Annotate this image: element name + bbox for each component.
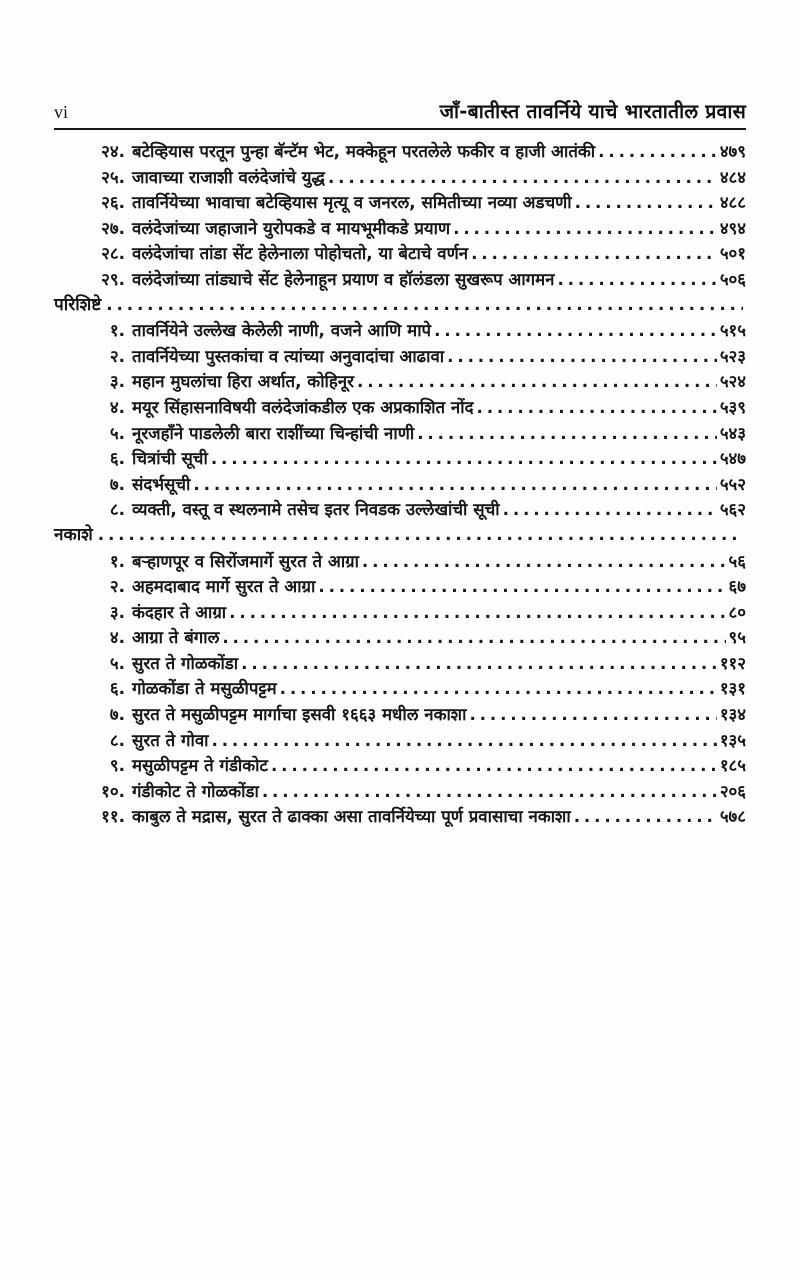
toc-entry bbox=[54, 267, 746, 293]
toc-entry-title: वलंदेजांच्या तांड्याचे सेंट हेलेनाहून प्रयाण व हॉलंडला सुखरूप आगमन bbox=[132, 268, 555, 289]
toc-entry-title: सुरत ते गोळकोंडा bbox=[132, 652, 239, 673]
dot-leader bbox=[447, 346, 717, 366]
dot-leader bbox=[222, 627, 725, 647]
dot-leader bbox=[417, 423, 717, 443]
toc-entry-page: ९५ bbox=[728, 627, 746, 648]
toc-section-heading: नकाशे bbox=[54, 524, 93, 545]
dot-leader bbox=[229, 602, 725, 622]
toc-entry-number: १. bbox=[109, 550, 125, 571]
toc-entry-title: मसुळीपट्टम ते गंडीकोट bbox=[132, 755, 268, 776]
toc-entry-title: महान मुघलांचा हिरा अर्थात, कोहिनूर bbox=[132, 371, 354, 392]
toc-entry-title: तावर्नियेच्या भावाचा बटेव्हियास मृत्यू व जनरल, समितीच्या नव्या अडचणी bbox=[132, 192, 572, 213]
toc-entry-title: कंदहार ते आग्रा bbox=[132, 601, 227, 622]
dot-leader bbox=[106, 294, 743, 314]
toc-entry-number: २४. bbox=[101, 141, 125, 161]
toc-entry-page: ५०६ bbox=[719, 268, 746, 289]
dot-leader bbox=[98, 524, 743, 544]
toc-entry bbox=[54, 139, 746, 165]
toc-entry bbox=[54, 574, 746, 600]
dot-leader bbox=[434, 320, 717, 340]
dot-leader bbox=[453, 218, 717, 238]
toc-entry-number: ५. bbox=[109, 422, 125, 443]
dot-leader bbox=[503, 499, 717, 519]
dot-leader bbox=[469, 704, 716, 724]
toc-section-heading: परिशिष्टे bbox=[54, 294, 102, 315]
toc-entry-page: ५७८ bbox=[719, 806, 746, 827]
toc-entry bbox=[54, 446, 746, 472]
toc-entry bbox=[54, 344, 746, 370]
toc-entry bbox=[54, 600, 746, 626]
toc-entry-page: ५३९ bbox=[719, 396, 746, 417]
toc-entry-number: २८. bbox=[101, 243, 125, 264]
dot-leader bbox=[575, 192, 717, 212]
page-folio: vi bbox=[54, 102, 69, 122]
toc-entry-page: ५६ bbox=[728, 550, 746, 571]
toc-entry bbox=[54, 318, 746, 344]
toc-entry-title: सुरत ते गोवा bbox=[132, 729, 209, 750]
toc-entry bbox=[54, 779, 746, 805]
toc-entry-page: ५१५ bbox=[719, 320, 746, 341]
toc-entry-number: ७. bbox=[109, 704, 125, 725]
dot-leader bbox=[241, 653, 717, 673]
toc-entry bbox=[54, 651, 746, 677]
toc-entry bbox=[54, 702, 746, 728]
toc-entry-page: ४८८ bbox=[719, 192, 746, 213]
running-title: जाँ-बातीस्त तावर्निये याचे भारतातील प्रवास bbox=[439, 100, 746, 123]
dot-leader bbox=[280, 678, 717, 698]
toc-entry bbox=[54, 549, 746, 575]
toc-entry-page: ५०१ bbox=[719, 243, 746, 264]
toc-entry-number: ९. bbox=[109, 755, 125, 776]
toc-entry bbox=[54, 472, 746, 498]
toc-entry-number: ७. bbox=[109, 473, 125, 494]
dot-leader bbox=[477, 397, 717, 417]
toc-entry bbox=[54, 625, 746, 651]
toc-entry-title: आग्रा ते बंगाल bbox=[132, 627, 220, 648]
toc-entry-page: ५६२ bbox=[719, 499, 746, 520]
dot-leader bbox=[193, 474, 716, 494]
toc-entry-title: बऱ्हाणपूर व सिरोंजमार्गे सुरत ते आग्रा bbox=[132, 550, 359, 571]
toc-entry-page: ५५२ bbox=[719, 473, 746, 494]
toc-entry-title: सुरत ते मसुळीपट्टम मार्गाचा इसवी १६६३ मधील नकाशा bbox=[132, 704, 467, 725]
toc-entry bbox=[54, 395, 746, 421]
toc-entry bbox=[54, 165, 746, 191]
toc-entry-title: अहमदाबाद मार्गे सुरत ते आग्रा bbox=[132, 576, 316, 597]
toc-entry-number: ३. bbox=[109, 371, 125, 392]
dot-leader bbox=[357, 371, 717, 391]
toc-entry-page: १३५ bbox=[719, 729, 746, 750]
toc-section-heading-row bbox=[54, 293, 746, 319]
toc-entry-page: ५२४ bbox=[719, 371, 746, 392]
toc-entry-number: ६. bbox=[109, 678, 125, 699]
toc-entry-page: ४८४ bbox=[719, 166, 746, 187]
toc-entry-number: २६. bbox=[101, 192, 125, 213]
toc-entry bbox=[54, 241, 746, 267]
toc-entry-page: १३४ bbox=[719, 704, 746, 725]
toc-entry-number: ४. bbox=[109, 396, 125, 417]
dot-leader bbox=[271, 755, 717, 775]
toc-entry-title: तावर्नियेच्या पुस्तकांचा व त्यांच्या अनुवादांचा आढावा bbox=[132, 345, 445, 366]
toc-entry bbox=[54, 421, 746, 447]
toc-entry-number: ८. bbox=[109, 499, 125, 520]
toc-entry-number: ३. bbox=[109, 601, 125, 622]
toc-entry-number: ५. bbox=[109, 652, 125, 673]
toc-entry-number: २. bbox=[109, 345, 125, 366]
toc-entry-page: ४९४ bbox=[719, 217, 746, 238]
toc-entry-page: १८५ bbox=[719, 755, 746, 776]
toc-entry-page: ११२ bbox=[719, 652, 746, 673]
toc-entry-title: बटेव्हियास परतून पुन्हा बॅन्टॅम भेट, मक्केहून परतलेले फकीर व हाजी आतंकी bbox=[132, 141, 596, 161]
toc-entry-page: ५२३ bbox=[719, 345, 746, 366]
dot-leader bbox=[471, 243, 717, 263]
toc-entry bbox=[54, 497, 746, 523]
toc-section-heading-row bbox=[54, 523, 746, 549]
toc-entry-number: २५. bbox=[101, 166, 125, 187]
toc-entry-page: ४७९ bbox=[719, 141, 746, 161]
toc-entry-number: २७. bbox=[101, 217, 125, 238]
dot-leader bbox=[598, 141, 717, 161]
toc-entry-number: १०. bbox=[101, 780, 125, 801]
toc-entry-title: मयूर सिंहासनाविषयी वलंदेजांकडील एक अप्रकाशित नोंद bbox=[132, 396, 474, 417]
toc-entry-title: तावर्नियेने उल्लेख केलेली नाणी, वजने आणि मापे bbox=[132, 320, 432, 341]
toc-entry bbox=[54, 190, 746, 216]
toc-entry-page: ८० bbox=[728, 601, 746, 622]
toc-entry bbox=[54, 728, 746, 754]
toc-entry-page: १३१ bbox=[719, 678, 746, 699]
dot-leader bbox=[212, 730, 717, 750]
toc-entry bbox=[54, 676, 746, 702]
toc-entry-number: २९. bbox=[101, 268, 125, 289]
toc-entry-title: नूरजहाँने पाडलेली बारा राशींच्या चिन्हांची नाणी bbox=[132, 422, 415, 443]
toc-entry-title: गंडीकोट ते गोळकोंडा bbox=[132, 780, 259, 801]
toc-entry-title: जावाच्या राजाशी वलंदेजांचे युद्ध bbox=[132, 166, 325, 187]
toc-entry-number: ४. bbox=[109, 627, 125, 648]
running-header bbox=[54, 0, 746, 124]
toc-entry-page: ५४७ bbox=[719, 448, 746, 469]
toc-entry bbox=[54, 369, 746, 395]
toc-entry-page: ६७ bbox=[728, 576, 746, 597]
dot-leader bbox=[328, 167, 717, 187]
toc-entry bbox=[54, 216, 746, 242]
toc-entry-page: ५४३ bbox=[719, 422, 746, 443]
header-rule bbox=[54, 128, 746, 130]
dot-leader bbox=[262, 781, 717, 801]
dot-leader bbox=[557, 269, 716, 289]
toc-entry-title: गोळकोंडा ते मसुळीपट्टम bbox=[132, 678, 277, 699]
toc-entry-number: ८. bbox=[109, 729, 125, 750]
toc-entry bbox=[54, 804, 746, 830]
toc-entry-number: ११. bbox=[101, 806, 125, 827]
toc bbox=[54, 139, 746, 830]
toc-entry-number: १. bbox=[109, 320, 125, 341]
toc-entry-title: चित्रांची सूची bbox=[132, 448, 208, 469]
toc-entry-number: २. bbox=[109, 576, 125, 597]
toc-entry-title: वलंदेजांच्या जहाजाने युरोपकडे व मायभूमीकडे प्रयाण bbox=[132, 217, 451, 238]
toc-entry bbox=[54, 753, 746, 779]
toc-entry-title: वलंदेजांचा तांडा सेंट हेलेनाला पोहोचतो, या बेटाचे वर्णन bbox=[132, 243, 469, 264]
dot-leader bbox=[362, 551, 726, 571]
toc-entry-title: काबुल ते मद्रास, सुरत ते ढाक्का असा तावर्नियेच्या पूर्ण प्रवासाचा नकाशा bbox=[132, 806, 571, 827]
toc-entry-page: २०६ bbox=[719, 780, 746, 801]
toc-entry-title: संदर्भसूची bbox=[132, 473, 191, 494]
dot-leader bbox=[211, 448, 717, 468]
dot-leader bbox=[574, 806, 717, 826]
dot-leader bbox=[318, 576, 725, 596]
toc-entry-number: ६. bbox=[109, 448, 125, 469]
toc-entry-title: व्यक्ती, वस्तू व स्थलनामे तसेच इतर निवडक उल्लेखांची सूची bbox=[132, 499, 500, 520]
